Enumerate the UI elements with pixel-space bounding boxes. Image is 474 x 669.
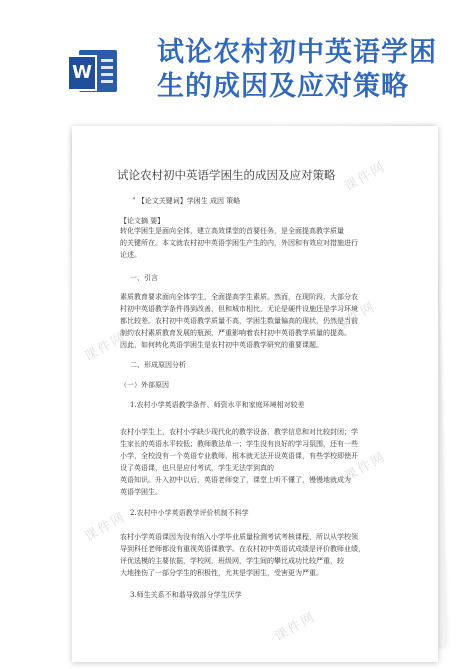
body-line: 英语知识。升入初中以后，英语老师变了，课堂上听不懂了，慢慢地就成为: [120, 476, 351, 484]
abstract-line: 论述。: [120, 251, 141, 259]
watermark: 课件网: [342, 159, 389, 195]
body-line: 导到科任老师都没有重视英语课教学。在农村初中英语试成绩是评价教师业绩，: [120, 545, 365, 553]
section-heading: 一、引言: [130, 274, 158, 282]
abstract-line: 转化学困生是面向全体，建立高效课堂的首要任务，是全面提高教学质量: [120, 227, 344, 235]
body-line: 农村小学生上，农村小学缺少现代化的教学设备，教学信息和对比较封闭；学: [120, 428, 358, 436]
page-title: 试论农村初中英语学困生的成因及应对策略: [157, 37, 437, 102]
header: [0, 0, 474, 112]
document-page: [72, 126, 438, 662]
watermark: 课件网: [272, 609, 319, 645]
body-line: 生家长的英语水平较低；教师教法单一；学生没有良好的学习氛围，还有一些: [120, 440, 358, 448]
section-heading: 二、形成原因分析: [130, 361, 186, 369]
item-heading: 2.农村中小学英语教学评价机制不科学: [130, 509, 249, 517]
word-icon-letter: W: [67, 55, 97, 91]
watermark: 课件网: [82, 329, 129, 365]
item-heading: 3.师生关系不和谐导致部分学生厌学: [130, 591, 242, 599]
word-icon: [67, 48, 119, 94]
body-line: 大地挫伤了一部分学生的积极性，尤其是学困生，受害更为严重。: [120, 569, 323, 577]
abstract-line: 的关键所在。本文就农村初中英语学困生产生的内，外因和有效应对措施进行: [120, 239, 358, 247]
subsection-heading: （一）外部原因: [120, 381, 169, 389]
intro-line: 素质教育要求面向全体学生，全面提高学生素质。然而，在现阶段，大部分农: [120, 293, 358, 301]
body-line: 评优选模的主要依据，学校网，班级网，学生间的攀比成功比较严重，较: [120, 557, 344, 565]
item-heading: 1.农村小学英语教学条件、师资水平和家庭环境相对较差: [130, 401, 305, 409]
intro-line: 村初中英语教学条件得到改善，但和城市相比，无论是硬件设施还是学习环境: [120, 305, 358, 313]
body-line: 小学，全校没有一个英语专业教师，根本就无法开设英语课，有些学校即使开: [120, 452, 358, 460]
watermark: 课件网: [332, 299, 379, 335]
body-line: 农村小学英语课因为没有纳入小学毕业质量检测考试考核课程，所以从学校领: [120, 533, 358, 541]
intro-line: 都比较差。农村初中英语教学质量不高，学困生数量偏高的现状，仍然是当前: [120, 317, 358, 325]
body-line: 设了英语课，也只是应付考试，学生无法学到真的: [120, 464, 274, 472]
watermark: 课件网: [342, 449, 389, 485]
body-line: 英语学困生。: [120, 488, 162, 496]
document-title: 试论农村初中英语学困生的成因及应对策略: [117, 168, 336, 182]
watermark: 课件网: [82, 509, 129, 545]
abstract-heading: 【论文摘 要】: [120, 217, 165, 225]
intro-line: 因此，如何转化英语学困生是农村初中英语教学研究的重要课题。: [120, 341, 323, 349]
intro-line: 制约农村素质教育发展的瓶颈，严重影响着农村初中英语教学质量的提高。: [120, 329, 351, 337]
keywords-line: ” 【论文关键词】学困生 成因 策略: [132, 197, 241, 205]
